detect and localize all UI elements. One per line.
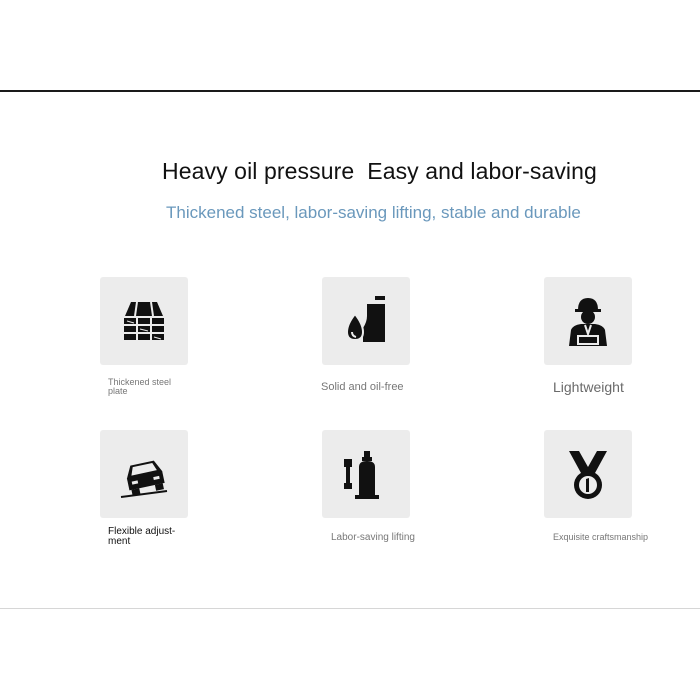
feature-label-line: Thickened steel (108, 377, 172, 387)
steel-plate-icon (111, 288, 177, 354)
oil-drop-bottle-icon (333, 288, 399, 354)
feature-tile-craftsmanship (544, 430, 632, 518)
top-divider (0, 90, 700, 92)
feature-label-lightweight: Lightweight (553, 379, 624, 395)
feature-label-craftsmanship: Exquisite craftsmanship (553, 532, 649, 542)
tilted-car-icon (111, 441, 177, 507)
feature-tile-lightweight (544, 277, 632, 365)
feature-label-line: Flexible adjust- (108, 526, 176, 537)
feature-label-oil-free: Solid and oil-free (321, 381, 404, 393)
feature-label-flexible (108, 527, 175, 547)
feature-label-lifting: Labor-saving lifting (331, 532, 415, 543)
feature-tile-steel-plate (100, 277, 188, 365)
medal-icon (555, 441, 621, 507)
feature-label-line: plate (108, 386, 128, 396)
bottom-divider (0, 608, 700, 609)
feature-label-steel-plate (108, 378, 171, 396)
feature-tile-lifting (322, 430, 410, 518)
jack-wrench-icon (333, 441, 399, 507)
page-title: Heavy oil pressure Easy and labor-saving (162, 158, 597, 184)
feature-tile-flexible (100, 430, 188, 518)
feature-label-line: ment (108, 536, 131, 547)
feature-tile-oil-free (322, 277, 410, 365)
worker-helmet-icon (555, 288, 621, 354)
page-subtitle: Thickened steel, labor-saving lifting, stable and durable (166, 203, 581, 222)
